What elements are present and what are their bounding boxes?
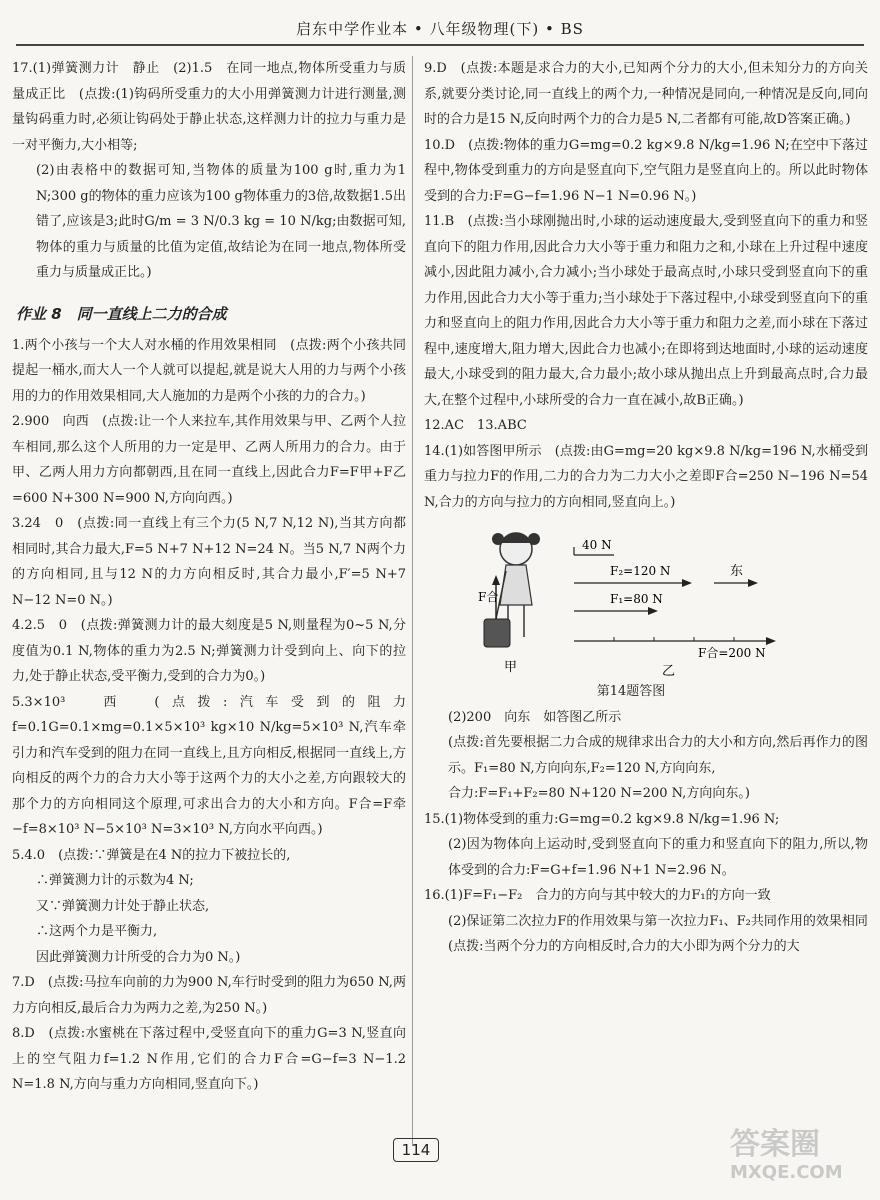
answer-11: 11.B (点拨:当小球刚抛出时,小球的运动速度最大,受到竖直向下的重力和竖直向下的阻力作用,因此合力大小等于重力和阻力之和,小球在上升过程中速度减小,因此阻力减小,合力减小;当小球处于最高点时,小球只受到竖直向下的重力作用,因此合力大小等于重力;当小球处于下落过程中,小球受到竖直向下的重力和竖直向上的阻力作用,因此合力大小等于重力和阻力之差,而小球在下落过程中,速度增大,阻力增大,因此合力也减小;在即将到达地面时,小球的运动速度最大,小球受到的阻力最大,合力最小;故小球从抛出点上升到最高点时,合力最大,在整个过程中,小球所受的合力一直在减小,故B正确。) (424, 214, 868, 408)
f1-label: F₁=80 N (610, 592, 663, 606)
answer-6-line2: ∴弹簧测力计的示数为4 N; (36, 873, 194, 888)
answer-10: 10.D (点拨:物体的重力G=mg=0.2 kg×9.8 N/kg=1.96 N;在空中下落过程中,物体受到重力的方向是竖直向下,空气阻力是竖直向上的。所以此时物体受到的合力:F=G−f=1.96 N−1 N=0.96 N。) (424, 137, 868, 204)
label-yi: 乙 (662, 664, 676, 679)
right-column (424, 56, 868, 960)
answer-17-part1: 17.(1)弹簧测力计 静止 (2)1.5 在同一地点,物体所受重力与质量成正比 (点拨:(1)钩码所受重力的大小用弹簧测力计进行测量,测量钩码重力时,必须让钩码处于静止状态,这样测力计的拉力与重力是一对平衡力,大小相等; (12, 61, 406, 153)
f-he-label: F合=200 N (698, 646, 766, 660)
f2-label: F₂=120 N (610, 564, 671, 578)
figure-14 (424, 519, 868, 679)
answer-14-part1: 14.(1)如答图甲所示 (点拨:由G=mg=20 kg×9.8 N/kg=196 N,水桶受到重力与拉力F的作用,二力的合力为二力大小之差即F合=250 N−196 N=54 N,合力的方向与拉力的方向相同,竖直向上。) (424, 443, 868, 510)
watermark-line2: MXQE.COM (730, 1162, 843, 1183)
answer-14-hint: (点拨:首先要根据二力合成的规律求出合力的大小和方向,然后再作力的图示。F₁=80 N,方向向东,F₂=120 N,方向向东, (448, 735, 868, 776)
figure-caption: 第14题答图 (596, 684, 666, 699)
column-divider (412, 56, 413, 1146)
answer-15-part1: 15.(1)物体受到的重力:G=mg=0.2 kg×9.8 N/kg=1.96 N; (424, 811, 780, 827)
page-number-text: 114 (393, 1138, 440, 1162)
answer-16-hint: (点拨:当两个分力的方向相反时,合力的大小即为两个分力的大 (448, 939, 800, 954)
answer-8: 8.D (点拨:水蜜桃在下落过程中,受竖直向下的重力G=3 N,竖直向上的空气阻力f=1.2 N作用,它们的合力F合=G−f=3 N−1.2 N=1.8 N,方向与重力方向相同,竖直向下。) (12, 1026, 406, 1092)
answer-3: 3.24 0 (点拨:同一直线上有三个力(5 N,7 N,12 N),当其方向都相同时,其合力最大,F=5 N+7 N+12 N=24 N。当5 N,7 N两个力的方向相同,且与12 N的力方向相反时,其合力最小,F′=5 N+7 N−12 N=0 N。) (12, 516, 406, 608)
watermark-logo (730, 1128, 870, 1192)
answer-14-part2: (2)200 向东 如答图乙所示 (448, 709, 622, 725)
left-column (12, 56, 406, 1098)
answer-12-13: 12.AC 13.ABC (424, 418, 527, 433)
answer-4: 4.2.5 0 (点拨:弹簧测力计的最大刻度是5 N,则量程为0~5 N,分度值为0.1 N,物体的重力为2.5 N;弹簧测力计受到向上、向下的拉力,处于静止状态,受平衡力,受到的合力为0。) (12, 618, 406, 684)
label-jia: 甲 (504, 660, 518, 675)
answer-6-line3: 又∵弹簧测力计处于静止状态, (36, 898, 210, 914)
answer-6-line5: 因此弹簧测力计所受的合力为0 N。) (36, 949, 241, 965)
answer-16-part1: 16.(1)F=F₁−F₂ 合力的方向与其中较大的力F₁的方向一致 (424, 888, 771, 903)
answer-9: 9.D (点拨:本题是求合力的大小,已知两个分力的大小,但未知分力的方向关系,就要分类讨论,同一直线上的两个力,一种情况是同向,一种情况是反向,同向时的合力是15 N,反向时两个力的合力是5 N,二者都有可能,故D答案正确。) (424, 61, 868, 127)
answer-6-line4: ∴这两个力是平衡力, (36, 924, 158, 939)
answer-5: 5.3×10³ 西 (点拨:汽车受到的阻力f=0.1G=0.1×mg=0.1×5×10³ kg×10 N/kg=5×10³ N,汽车牵引力和汽车受到的阻力在同一直线上,且方向相反,根据同一直线上,方向相反的两个力的合力大小等于这两个力的大小之差,方向跟较大的那个力的方向相同这个原理,可求出合力的大小和方向。F合=F牵−f=8×10³ N−5×10³ N=3×10³ N,方向水平向西。) (12, 694, 406, 837)
answer-1: 1.两个小孩与一个大人对水桶的作用效果相同 (点拨:两个小孩共同提起一桶水,而大人一个人就可以提起,就是说大人用的力与两个小孩用的力的作用效果相同,大人施加的力是两个小孩的力的合力。) (12, 337, 406, 404)
answer-16-part2: (2)保证第二次拉力F的作用效果与第一次拉力F₁、F₂共同作用的效果相同 (448, 913, 868, 929)
answer-14-result: 合力:F=F₁+F₂=80 N+120 N=200 N,方向向东。) (448, 786, 750, 801)
page-number (386, 1138, 446, 1172)
east-label: 东 (730, 564, 744, 579)
header-rule (16, 44, 864, 46)
f-he-girl-label: F合 (478, 590, 499, 604)
answer-7: 7.D (点拨:马拉车向前的力为900 N,车行时受到的阻力为650 N,两力方向相反,最后合力为两力之差,为250 N。) (12, 975, 406, 1016)
force-diagram (424, 519, 868, 679)
answer-15-part2: (2)因为物体向上运动时,受到竖直向下的重力和竖直向下的阻力,所以,物体受到的合力:F=G+f=1.96 N+1 N=2.96 N。 (448, 837, 868, 878)
answer-6-line1: 5.4.0 (点拨:∵弹簧是在4 N的拉力下被拉长的, (12, 847, 291, 863)
scale-label: 40 N (582, 538, 612, 552)
answer-17-part2: (2)由表格中的数据可知,当物体的质量为100 g时,重力为1 N;300 g的物体的重力应该为100 g物体重力的3倍,故数据1.5出错了,应该是3;此时G/m = 3 N/0.3 kg = 10 N/kg;由数据可知,物体的重力与质量的比值为定值,故结论为在同一地点,物体所受重力与质量成正比。) (36, 163, 406, 280)
watermark-line1: 答案圈 (730, 1127, 820, 1162)
answer-2: 2.900 向西 (点拨:让一个人来拉车,其作用效果与甲、乙两个人拉车相同,那么这个人所用的力一定是甲、乙两人所用力的合力。由于甲、乙两人用力方向都朝西,且在同一直线上,因此合力F=F甲+F乙=600 N+300 N=900 N,方向向西。) (12, 414, 406, 506)
section-heading-homework-8: 作业 8 同一直线上二力的合成 (16, 304, 227, 323)
page-header: 启东中学作业本 • 八年级物理(下) • BS (296, 20, 584, 38)
